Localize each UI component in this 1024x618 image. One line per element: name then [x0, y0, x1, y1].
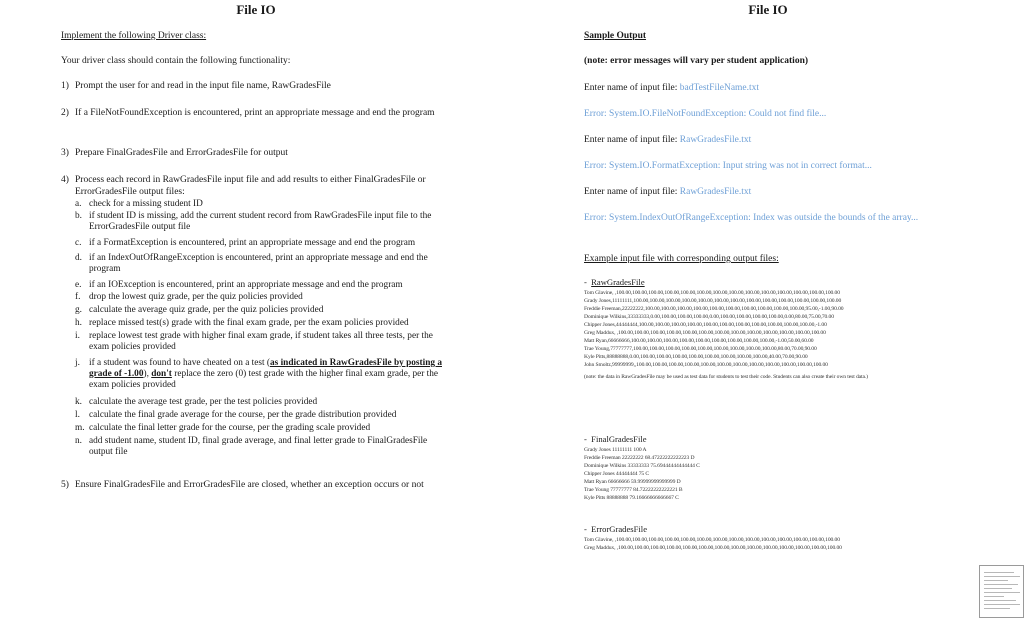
final-file-line: Kyle Pitts 88888888 79.16666666666667 C — [584, 495, 679, 501]
final-file-label: - FinalGradesFile — [584, 434, 647, 444]
sub-item-text: calculate the final grade average for the course, per the grade distribution provided — [89, 410, 397, 420]
raw-file-line: Grady Jones,11111111,100.00,100.00,100.00,100.00,100.00,100.00,100.00,100.00,100.00,100.00,100.00,100.00,100.00 — [584, 298, 842, 304]
raw-file-line: Freddie Freeman,22222222,100.00,100.00,100.00,100.00,100.00,100.00,100.00,100.00,100.00,100.00,95.00,-1.00,90.00 — [584, 306, 844, 312]
error-file-label: - ErrorGradesFile — [584, 524, 648, 534]
item-number: 2) — [61, 108, 69, 118]
error-note: (note: error messages will vary per student application) — [584, 56, 809, 66]
raw-file-name: RawGradesFile — [591, 277, 645, 287]
sub-item-text — [89, 358, 455, 390]
sub-item-letter: c. — [75, 238, 82, 248]
sub-item-text: if an IOException is encountered, print an appropriate message and end the program — [89, 280, 403, 290]
sub-item-letter: j. — [75, 358, 80, 368]
sub-item-text: calculate the average quiz grade, per the quiz policies provided — [89, 305, 324, 315]
sub-item-text-start: if a student was found to have cheated on a test ( — [89, 358, 270, 368]
sub-item-letter: d. — [75, 253, 82, 263]
sub-item-text: calculate the average test grade, per the test policies provided — [89, 397, 318, 407]
final-file-line: Grady Jones 11111111 100 A — [584, 447, 647, 453]
sample-output-heading: Sample Output — [584, 31, 647, 41]
raw-file-line: Dominique Wilkins,33333333,0.00,100.00,100.00,100.00,0.00,100.00,100.00,100.00,100.00,0.00,80.00,75.00,70.00 — [584, 314, 834, 320]
sub-item-letter: n. — [75, 436, 82, 446]
item-number: 1) — [61, 81, 69, 91]
cheat-indicator-emphasis: as indicated in RawGradesFile by posting a grade of -1.00 — [89, 358, 442, 379]
final-file-line: Chipper Jones 44444444 75 C — [584, 471, 650, 477]
item-text: Process each record in RawGradesFile input file and add results to either FinalGradesFile or ErrorGradesFile output files: — [75, 175, 426, 197]
sub-item-letter: l. — [75, 410, 80, 420]
sub-item-letter: b. — [75, 211, 82, 221]
sub-item-text: add student name, student ID, final grade average, and final letter grade to FinalGradesFile output file — [89, 436, 428, 457]
sub-item-text-mid: ), — [143, 368, 152, 379]
sub-item-letter: h. — [75, 318, 82, 328]
sub-item-letter: m. — [75, 423, 85, 433]
final-file-line: Matt Ryan 66666666 59.99999999999999 D — [584, 479, 681, 485]
sub-item-text: if an IndexOutOfRangeException is encountered, print an appropriate message and end the program — [89, 253, 428, 274]
console-error: Error: System.IndexOutOfRangeException: Index was outside the bounds of the array... — [584, 213, 919, 223]
prompt-text: Enter name of input file: — [584, 187, 680, 197]
raw-file-line: John Smoltz,99999999,,100.00,100.00,100.00,100.00,100.00,100.00,100.00,100.00,100.00,100.00,100.00,100.00 — [584, 362, 828, 368]
sub-item-text: replace lowest test grade with higher final exam grade, if student takes all three tests, per the exam policies provided — [89, 331, 433, 352]
item-text: If a FileNotFoundException is encountered, print an appropriate message and end the program — [75, 108, 435, 118]
prompt-text: Enter name of input file: — [584, 83, 680, 93]
console-prompt — [584, 134, 751, 146]
sub-item-text: calculate the final letter grade for the course, per the grading scale provided — [89, 423, 371, 433]
sub-item-letter: a. — [75, 199, 82, 209]
sub-item-text: if student ID is missing, add the current student record from RawGradesFile input file to the ErrorGradesFile output file — [89, 211, 432, 232]
intro-text: Your driver class should contain the following functionality: — [61, 56, 291, 66]
sub-item-letter: k. — [75, 397, 82, 407]
raw-file-line: Kyle Pitts,88888888,0.00,100.00,100.00,100.00,100.00,100.00,100.00,100.00,100.00,40.00,70.00,90.00 — [584, 354, 808, 360]
item-text: Prepare FinalGradesFile and ErrorGradesFile for output — [75, 148, 288, 158]
console-error: Error: System.IO.FileNotFoundException: Could not find file... — [584, 109, 827, 119]
sub-item-letter: g. — [75, 305, 82, 315]
item-number: 3) — [61, 148, 69, 158]
console-error: Error: System.IO.FormatException: Input string was not in correct format... — [584, 161, 872, 171]
item-number: 5) — [61, 480, 69, 490]
sub-item-text: check for a missing student ID — [89, 199, 203, 209]
sub-item-text: drop the lowest quiz grade, per the quiz policies provided — [89, 292, 303, 302]
input-file-value: RawGradesFile.txt — [679, 187, 752, 197]
raw-file-label: - RawGradesFile — [584, 277, 645, 287]
raw-file-line: Greg Maddux, ,100.00,100.00,100.00,100.00,100.00,100.00,100.00,100.00,100.00,100.00,100.00,100.00,100.00 — [584, 330, 826, 336]
input-file-value: badTestFileName.txt — [679, 83, 760, 93]
example-heading: Example input file with corresponding output files: — [584, 254, 779, 264]
final-file-line: Freddie Freeman 22222222 68.47222222222223 D — [584, 455, 695, 461]
input-file-value: RawGradesFile.txt — [679, 135, 752, 145]
sub-item-letter: e. — [75, 280, 82, 290]
prompt-text: Enter name of input file: — [584, 135, 680, 145]
sub-item-text-end: replace the zero (0) test grade with the higher final exam grade, per the exam policies provided — [89, 368, 439, 390]
console-prompt — [584, 186, 751, 198]
final-file-line: Dominique Wilkins 33333333 75.69444444444444 C — [584, 463, 700, 469]
right-page — [512, 0, 1024, 618]
error-file-line: Tom Glavine, ,100.00,100.00,100.00,100.00,100.00,100.00,100.00,100.00,100.00,100.00,100.00,100.00,100.00,100.00 — [584, 537, 840, 543]
sub-item-text: if a FormatException is encountered, print an appropriate message and end the program — [89, 238, 416, 248]
raw-file-line: Matt Ryan,66666666,100.00,100.00,100.00,100.00,100.00,100.00,100.00,100.00,100.00,-1.00,50.00,60.00 — [584, 338, 814, 344]
dont-emphasis: don't — [151, 368, 172, 379]
right-page-title: File IO — [748, 2, 788, 17]
page-thumbnail[interactable] — [979, 565, 1024, 618]
sub-item-letter: i. — [75, 331, 80, 341]
sub-item-letter: f. — [75, 292, 81, 302]
console-prompt — [584, 82, 759, 94]
driver-heading: Implement the following Driver class: — [61, 31, 207, 41]
item-number: 4) — [61, 175, 69, 185]
error-file-line: Greg Maddux, ,100.00,100.00,100.00,100.00,100.00,100.00,100.00,100.00,100.00,100.00,100.00,100.00,100.00,100.00 — [584, 545, 842, 551]
sub-item-text: replace missed test(s) grade with the final exam grade, per the exam policies provided — [89, 318, 409, 328]
raw-file-line: Trae Young,77777777,100.00,100.00,100.00,100.00,100.00,100.00,100.00,100.00,100.00,80.00,70.00,90.00 — [584, 346, 817, 352]
left-page-title: File IO — [236, 2, 276, 17]
item-text: Ensure FinalGradesFile and ErrorGradesFile are closed, whether an exception occurs or not — [75, 480, 424, 490]
error-file-name: ErrorGradesFile — [591, 524, 648, 534]
raw-file-line: Chipper Jones,44444444,100.00,100.00,100.00,100.00,100.00,100.00,100.00,100.00,100.00,100.00,100.00,-1.00 — [584, 322, 827, 328]
raw-file-note: (note: the data in RawGradesFile may be used as test data for students to test their code. Students can also create their own test data.) — [584, 374, 868, 380]
final-file-line: Trae Young 77777777 84.72222222222221 B — [584, 487, 683, 493]
raw-file-line: Tom Glavine, ,100.00,100.00,100.00,100.00,100.00,100.00,100.00,100.00,100.00,100.00,100.00,100.00,100.00,100.00 — [584, 290, 840, 296]
item-text: Prompt the user for and read in the input file name, RawGradesFile — [75, 81, 331, 91]
final-file-name: FinalGradesFile — [591, 434, 647, 444]
